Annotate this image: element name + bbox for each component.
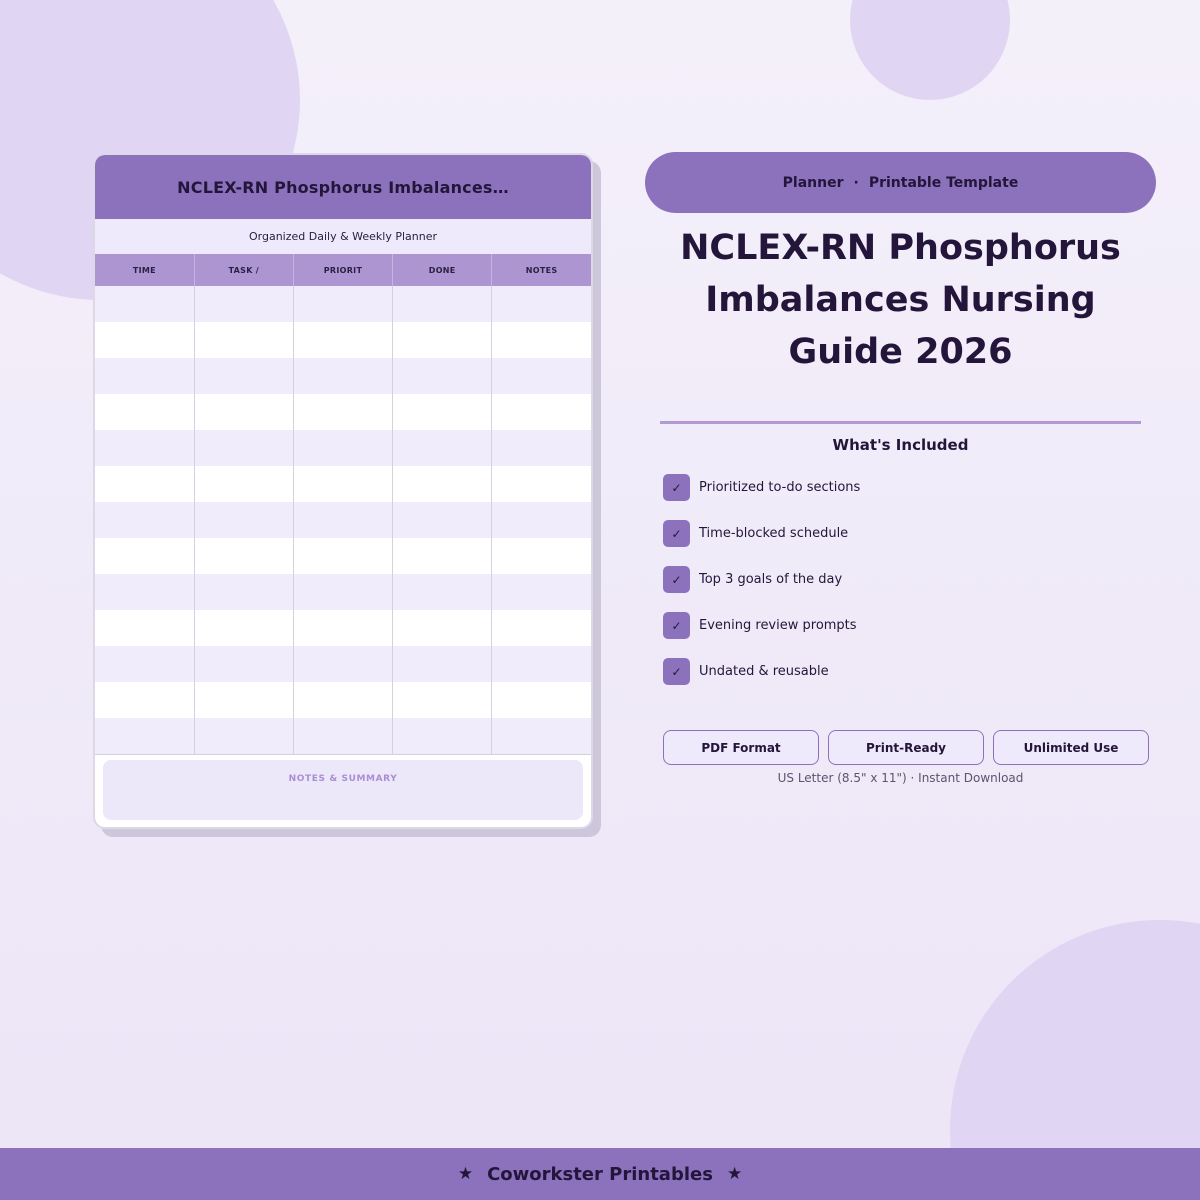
star-icon: ★ — [726, 1164, 743, 1184]
table-cell — [95, 610, 194, 646]
feature-label: Prioritized to-do sections — [699, 480, 861, 495]
table-cell — [95, 718, 194, 754]
table-cell — [293, 286, 392, 322]
table-row — [95, 646, 591, 682]
table-cell — [293, 466, 392, 502]
checkmark-icon: ✓ — [663, 612, 690, 639]
feature-label: Top 3 goals of the day — [699, 572, 843, 587]
feature-item — [663, 612, 857, 639]
table-cell — [492, 322, 591, 358]
product-title-line: Guide 2026 — [788, 332, 1013, 372]
feature-label: Time-blocked schedule — [699, 526, 849, 541]
table-row — [95, 286, 591, 322]
table-cell — [194, 538, 293, 574]
planner-header-row — [95, 254, 591, 286]
table-cell — [393, 502, 492, 538]
table-row — [95, 682, 591, 718]
table-cell — [194, 466, 293, 502]
table-cell — [194, 574, 293, 610]
table-cell — [293, 610, 392, 646]
table-cell — [293, 538, 392, 574]
table-cell — [393, 322, 492, 358]
table-cell — [194, 682, 293, 718]
checkmark-icon: ✓ — [663, 474, 690, 501]
table-cell — [95, 358, 194, 394]
star-icon: ★ — [457, 1164, 474, 1184]
table-cell — [194, 610, 293, 646]
table-row — [95, 466, 591, 502]
table-cell — [95, 466, 194, 502]
table-cell — [492, 682, 591, 718]
table-row — [95, 358, 591, 394]
table-cell — [95, 646, 194, 682]
table-cell — [95, 574, 194, 610]
table-cell — [492, 610, 591, 646]
table-cell — [194, 322, 293, 358]
table-cell — [393, 574, 492, 610]
table-row — [95, 610, 591, 646]
table-cell — [95, 394, 194, 430]
column-header-priority: PRIORIT — [293, 254, 392, 286]
checkmark-icon: ✓ — [663, 566, 690, 593]
notes-summary-box — [103, 760, 583, 820]
type-label: Printable Template — [868, 174, 1019, 191]
column-header-done: DONE — [393, 254, 492, 286]
table-cell — [492, 466, 591, 502]
table-cell — [194, 718, 293, 754]
table-cell — [393, 394, 492, 430]
table-row — [95, 574, 591, 610]
table-cell — [293, 358, 392, 394]
section-divider — [660, 421, 1141, 424]
table-cell — [95, 430, 194, 466]
table-cell — [95, 538, 194, 574]
badge-unlimited-use: Unlimited Use — [993, 730, 1149, 765]
planner-rows — [95, 286, 591, 754]
table-cell — [293, 574, 392, 610]
planner-preview-card — [93, 153, 593, 829]
table-cell — [393, 646, 492, 682]
footer-banner — [0, 1148, 1200, 1200]
feature-item — [663, 474, 860, 501]
table-cell — [492, 430, 591, 466]
brand-name: Coworkster Printables — [487, 1163, 713, 1185]
column-header-time: TIME — [95, 254, 194, 286]
table-cell — [194, 358, 293, 394]
table-row — [95, 394, 591, 430]
table-cell — [95, 682, 194, 718]
product-title — [645, 222, 1156, 378]
table-cell — [293, 646, 392, 682]
column-header-notes: NOTES — [492, 254, 591, 286]
product-title-line: Imbalances Nursing — [705, 280, 1096, 320]
table-cell — [393, 286, 492, 322]
table-cell — [293, 718, 392, 754]
badge-print-ready: Print-Ready — [828, 730, 984, 765]
table-cell — [393, 358, 492, 394]
product-title-line: NCLEX-RN Phosphorus — [680, 228, 1121, 268]
table-row — [95, 718, 591, 754]
table-row — [95, 430, 591, 466]
table-cell — [194, 502, 293, 538]
table-cell — [95, 502, 194, 538]
category-separator: · — [853, 174, 859, 191]
planner-title: NCLEX-RN Phosphorus Imbalances… — [95, 155, 591, 219]
table-cell — [492, 394, 591, 430]
table-cell — [194, 394, 293, 430]
feature-item — [663, 566, 842, 593]
table-cell — [194, 286, 293, 322]
badge-pdf-format: PDF Format — [663, 730, 819, 765]
table-row — [95, 322, 591, 358]
feature-label: Evening review prompts — [699, 618, 857, 633]
table-cell — [492, 358, 591, 394]
table-row — [95, 538, 591, 574]
table-cell — [293, 502, 392, 538]
table-row — [95, 502, 591, 538]
table-cell — [393, 466, 492, 502]
table-cell — [293, 682, 392, 718]
category-label: Planner — [782, 174, 844, 191]
product-category-pill — [645, 152, 1156, 213]
whats-included-heading: What's Included — [832, 436, 969, 454]
table-cell — [393, 682, 492, 718]
table-cell — [492, 646, 591, 682]
spec-line: US Letter (8.5" x 11") · Instant Download — [777, 771, 1024, 785]
checkmark-icon: ✓ — [663, 658, 690, 685]
planner-table — [95, 254, 591, 754]
table-cell — [393, 610, 492, 646]
decorative-circle-top-right — [850, 0, 1010, 100]
table-cell — [492, 718, 591, 754]
planner-subtitle: Organized Daily & Weekly Planner — [95, 219, 591, 254]
table-cell — [194, 646, 293, 682]
table-cell — [293, 394, 392, 430]
table-cell — [95, 322, 194, 358]
checkmark-icon: ✓ — [663, 520, 690, 547]
table-cell — [293, 322, 392, 358]
table-cell — [95, 286, 194, 322]
table-cell — [492, 538, 591, 574]
notes-section — [95, 754, 591, 828]
table-cell — [393, 430, 492, 466]
feature-label: Undated & reusable — [699, 664, 829, 679]
table-cell — [393, 718, 492, 754]
table-cell — [492, 574, 591, 610]
table-cell — [492, 286, 591, 322]
table-cell — [293, 430, 392, 466]
table-cell — [194, 430, 293, 466]
feature-item — [663, 658, 829, 685]
table-cell — [393, 538, 492, 574]
table-cell — [492, 502, 591, 538]
column-header-task: TASK / — [194, 254, 293, 286]
notes-summary-label: NOTES & SUMMARY — [288, 774, 398, 784]
feature-item — [663, 520, 848, 547]
